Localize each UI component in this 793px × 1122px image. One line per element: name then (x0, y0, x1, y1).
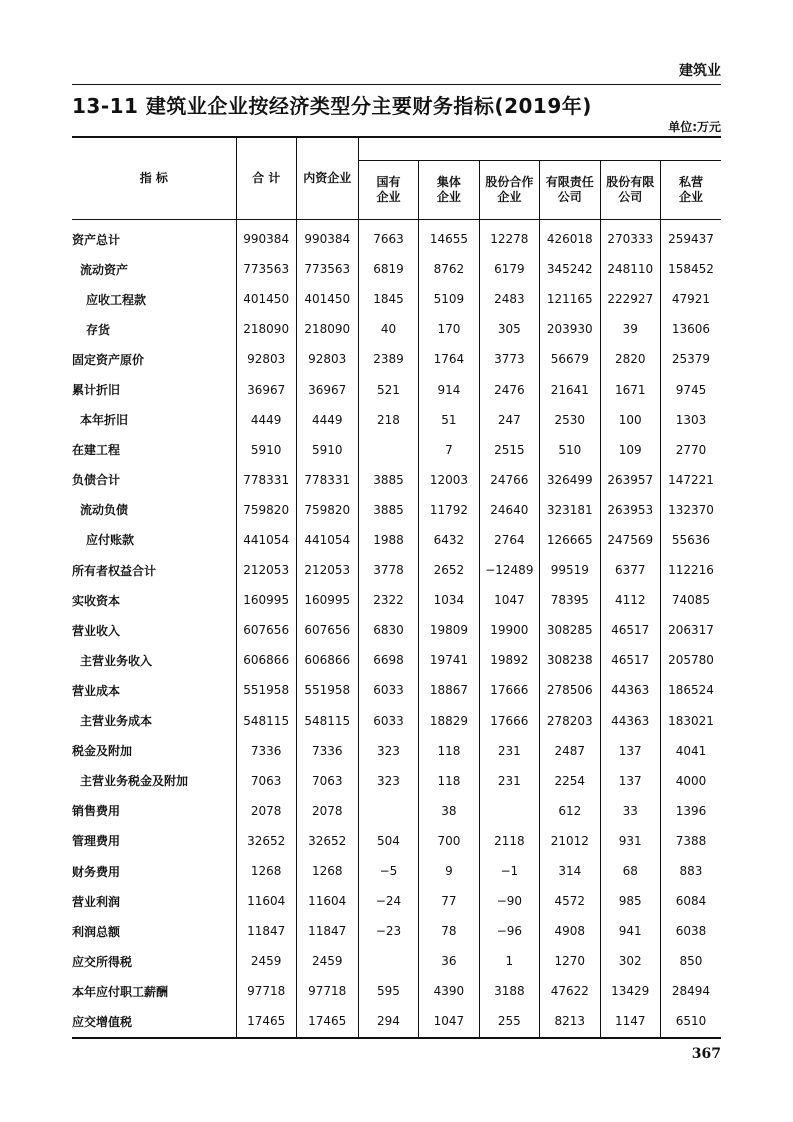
row-value: 1845 (358, 284, 418, 314)
row-value: 38 (419, 796, 479, 826)
row-label: 所有者权益合计 (72, 555, 236, 585)
row-value: 109 (600, 435, 660, 465)
row-value: 1396 (660, 796, 721, 826)
table-row (72, 435, 721, 465)
row-value: 18867 (419, 675, 479, 705)
row-value: 132370 (660, 495, 721, 525)
row-value: 39 (600, 314, 660, 344)
row-label: 累计折旧 (72, 374, 236, 404)
row-value: 1988 (358, 525, 418, 555)
row-value: 19892 (479, 645, 539, 675)
row-value: 218090 (243, 322, 290, 337)
row-value: 4908 (540, 916, 600, 946)
row-value: 44363 (600, 675, 660, 705)
row-value: 97718 (296, 976, 358, 1006)
row-value: 218090 (296, 314, 358, 344)
row-value: 40 (358, 314, 418, 344)
row-value: 700 (419, 826, 479, 856)
row-label: 营业成本 (72, 675, 236, 705)
header-total: 合 计 (236, 137, 296, 220)
row-value: 270333 (600, 220, 660, 255)
row-value: 56679 (540, 344, 600, 374)
row-value: 118 (419, 766, 479, 796)
row-value: 2254 (540, 766, 600, 796)
row-value: 13606 (660, 314, 721, 344)
row-value: 36967 (296, 374, 358, 404)
header-limited-liability: 有限责任 公司 (540, 161, 600, 220)
row-value: 985 (600, 886, 660, 916)
row-value: 401450 (243, 292, 290, 307)
row-value: 92803 (247, 352, 286, 367)
table-row (72, 675, 721, 705)
table-row (72, 495, 721, 525)
table-row (72, 916, 721, 946)
row-value: 7388 (660, 826, 721, 856)
row-value: 32652 (296, 826, 358, 856)
table-row (72, 555, 721, 585)
row-value: 47921 (660, 284, 721, 314)
row-value: 19900 (479, 615, 539, 645)
table-row (72, 465, 721, 495)
row-value: 4572 (540, 886, 600, 916)
row-value: 24766 (479, 465, 539, 495)
row-value: −96 (479, 916, 539, 946)
row-value: 2459 (250, 954, 282, 969)
row-value: 2459 (296, 946, 358, 976)
row-value: 36 (419, 946, 479, 976)
row-value: 46517 (600, 615, 660, 645)
row-value: 326499 (540, 465, 600, 495)
row-value: 36967 (247, 382, 286, 397)
row-label: 管理费用 (72, 826, 236, 856)
row-label: 主营业务收入 (72, 645, 236, 675)
header-group-spacer (358, 137, 721, 161)
row-value: 186524 (660, 675, 721, 705)
row-value: 551958 (296, 675, 358, 705)
row-value: 248110 (600, 254, 660, 284)
row-value: 3773 (479, 344, 539, 374)
row-value: 206317 (660, 615, 721, 645)
row-value: 47622 (540, 976, 600, 1006)
row-value: −24 (358, 886, 418, 916)
row-label: 应付账款 (72, 525, 236, 555)
row-value: 218 (358, 405, 418, 435)
row-value: 345242 (540, 254, 600, 284)
row-value: 2820 (600, 344, 660, 374)
row-value: 7663 (358, 220, 418, 255)
row-value: 931 (600, 826, 660, 856)
row-value: 308285 (540, 615, 600, 645)
row-value: 759820 (296, 495, 358, 525)
row-value: 6510 (660, 1006, 721, 1037)
row-label: 存货 (72, 314, 236, 344)
row-value: 231 (479, 766, 539, 796)
row-value: 773563 (296, 254, 358, 284)
row-value: 323 (358, 766, 418, 796)
row-value: 183021 (660, 706, 721, 736)
row-value: 941 (600, 916, 660, 946)
row-value: 990384 (296, 220, 358, 255)
row-value: 2483 (479, 284, 539, 314)
header-collective: 集体 企业 (419, 161, 479, 220)
row-value: 6084 (660, 886, 721, 916)
row-value: 126665 (540, 525, 600, 555)
row-value: 5910 (250, 442, 282, 457)
row-value: −5 (358, 856, 418, 886)
row-value: 92803 (296, 344, 358, 374)
row-value: 12278 (479, 220, 539, 255)
row-value: 990384 (243, 232, 290, 247)
row-value: 278506 (540, 675, 600, 705)
row-value: 9 (419, 856, 479, 886)
row-label: 销售费用 (72, 796, 236, 826)
row-label: 固定资产原价 (72, 344, 236, 374)
row-value: 314 (540, 856, 600, 886)
row-value: 778331 (243, 472, 290, 487)
table-row (72, 220, 721, 255)
row-label: 本年折旧 (72, 405, 236, 435)
row-value: 74085 (660, 585, 721, 615)
row-label: 流动资产 (72, 254, 236, 284)
row-value: 4449 (296, 405, 358, 435)
row-value: 1270 (540, 946, 600, 976)
row-value: 77 (419, 886, 479, 916)
row-value: 510 (540, 435, 600, 465)
row-value: 4449 (250, 412, 282, 427)
row-value: 121165 (540, 284, 600, 314)
row-value: 222927 (600, 284, 660, 314)
row-value: 551958 (243, 683, 290, 698)
table-row (72, 314, 721, 344)
row-value: 1 (479, 946, 539, 976)
row-value: 548115 (296, 706, 358, 736)
row-value: 11847 (247, 924, 286, 939)
header-shareholding-coop: 股份合作 企业 (479, 161, 539, 220)
section-tag: 建筑业 (679, 63, 721, 79)
table-row (72, 284, 721, 314)
row-value: 1671 (600, 374, 660, 404)
row-label: 资产总计 (72, 220, 236, 255)
table-row (72, 886, 721, 916)
row-value: 17666 (479, 706, 539, 736)
row-value: 2322 (358, 585, 418, 615)
row-value: 14655 (419, 220, 479, 255)
row-value: 6698 (358, 645, 418, 675)
row-value: 883 (660, 856, 721, 886)
row-value: 18829 (419, 706, 479, 736)
table-row (72, 766, 721, 796)
row-value: 305 (479, 314, 539, 344)
row-value: 6830 (358, 615, 418, 645)
row-value: −90 (479, 886, 539, 916)
row-value: 247569 (600, 525, 660, 555)
table-row (72, 706, 721, 736)
row-value: 68 (600, 856, 660, 886)
row-value (358, 796, 418, 826)
row-value: 2530 (540, 405, 600, 435)
row-value: 607656 (243, 623, 290, 638)
row-value: 401450 (296, 284, 358, 314)
row-value: 2118 (479, 826, 539, 856)
row-value: 12003 (419, 465, 479, 495)
row-label: 营业收入 (72, 615, 236, 645)
page-number: 367 (691, 1046, 721, 1062)
row-value: 19741 (419, 645, 479, 675)
table-row (72, 645, 721, 675)
row-value: 6033 (358, 706, 418, 736)
row-value: 6033 (358, 675, 418, 705)
row-label: 负债合计 (72, 465, 236, 495)
row-value: 6179 (479, 254, 539, 284)
row-label: 流动负债 (72, 495, 236, 525)
header-domestic: 内资企业 (296, 137, 358, 220)
row-value: 2078 (296, 796, 358, 826)
row-value: 3885 (358, 495, 418, 525)
row-value: 259437 (660, 220, 721, 255)
row-value: 607656 (296, 615, 358, 645)
row-value: 112216 (660, 555, 721, 585)
row-value: 294 (358, 1006, 418, 1037)
row-value: 44363 (600, 706, 660, 736)
row-value: 46517 (600, 645, 660, 675)
row-label: 利润总额 (72, 916, 236, 946)
row-value: 7 (419, 435, 479, 465)
row-value: 2652 (419, 555, 479, 585)
row-value: 1147 (600, 1006, 660, 1037)
table-row (72, 405, 721, 435)
row-value: 7336 (296, 736, 358, 766)
row-value: 17666 (479, 675, 539, 705)
row-value: 1764 (419, 344, 479, 374)
row-value: 255 (479, 1006, 539, 1037)
row-label: 在建工程 (72, 435, 236, 465)
row-value: 9745 (660, 374, 721, 404)
row-value: 778331 (296, 465, 358, 495)
row-value: 32652 (247, 833, 286, 848)
row-value: 521 (358, 374, 418, 404)
row-value: 595 (358, 976, 418, 1006)
row-value: 278203 (540, 706, 600, 736)
row-value: 21012 (540, 826, 600, 856)
row-value: 2389 (358, 344, 418, 374)
row-value: 78395 (540, 585, 600, 615)
row-value: 426018 (540, 220, 600, 255)
row-value: 504 (358, 826, 418, 856)
row-value: 33 (600, 796, 660, 826)
row-value: 2770 (660, 435, 721, 465)
row-value: 13429 (600, 976, 660, 1006)
row-value: 8213 (540, 1006, 600, 1037)
table-row (72, 1006, 721, 1037)
row-value: 6432 (419, 525, 479, 555)
row-value: 51 (419, 405, 479, 435)
row-value: 2476 (479, 374, 539, 404)
row-label: 主营业务成本 (72, 706, 236, 736)
table-row (72, 254, 721, 284)
top-rule (72, 84, 721, 85)
row-value: 25379 (660, 344, 721, 374)
row-value: 2764 (479, 525, 539, 555)
row-value: 548115 (243, 713, 290, 728)
row-value: 606866 (296, 645, 358, 675)
row-value: 3778 (358, 555, 418, 585)
row-value: 137 (600, 736, 660, 766)
row-value: 2078 (250, 803, 282, 818)
row-value: 3188 (479, 976, 539, 1006)
table-row (72, 946, 721, 976)
row-value: 1047 (419, 1006, 479, 1037)
row-value: 21641 (540, 374, 600, 404)
table-body (72, 220, 721, 1038)
row-value: 606866 (243, 653, 290, 668)
table-row (72, 736, 721, 766)
row-value (358, 946, 418, 976)
row-value: 11792 (419, 495, 479, 525)
row-value: 263957 (600, 465, 660, 495)
unit-label: 单位:万元 (668, 120, 721, 134)
row-value: 147221 (660, 465, 721, 495)
header-share-limited: 股份有限 公司 (600, 161, 660, 220)
row-value: 17465 (236, 1006, 296, 1037)
row-value: 6377 (600, 555, 660, 585)
table-row (72, 856, 721, 886)
row-label: 应交增值税 (72, 1006, 236, 1037)
row-value: −12489 (479, 555, 539, 585)
row-value: 28494 (660, 976, 721, 1006)
page-title: 13-11 建筑业企业按经济类型分主要财务指标(2019年) (72, 94, 592, 118)
row-value: 17465 (296, 1006, 358, 1037)
row-label: 实收资本 (72, 585, 236, 615)
row-value: −1 (479, 856, 539, 886)
row-value: 5109 (419, 284, 479, 314)
row-value: 99519 (540, 555, 600, 585)
header-private: 私营 企业 (660, 161, 721, 220)
row-value: 11604 (296, 886, 358, 916)
row-value: 4000 (660, 766, 721, 796)
row-value: 308238 (540, 645, 600, 675)
row-value: 773563 (243, 262, 290, 277)
row-value: 212053 (296, 555, 358, 585)
row-value: 158452 (660, 254, 721, 284)
row-label: 财务费用 (72, 856, 236, 886)
row-value: 100 (600, 405, 660, 435)
row-value: 170 (419, 314, 479, 344)
row-label: 应收工程款 (72, 284, 236, 314)
row-value: 914 (419, 374, 479, 404)
row-value: 55636 (660, 525, 721, 555)
row-value: 7063 (250, 773, 282, 788)
row-value: 11604 (247, 894, 286, 909)
row-value: 612 (540, 796, 600, 826)
row-value: 203930 (540, 314, 600, 344)
row-value: 850 (660, 946, 721, 976)
row-label: 税金及附加 (72, 736, 236, 766)
row-value: 78 (419, 916, 479, 946)
row-value: 3885 (358, 465, 418, 495)
row-value: 160995 (243, 593, 290, 608)
row-value: 212053 (243, 563, 290, 578)
row-value: 323 (358, 736, 418, 766)
row-value: 1047 (479, 585, 539, 615)
row-value: 24640 (479, 495, 539, 525)
row-value: 4041 (660, 736, 721, 766)
row-value: 160995 (296, 585, 358, 615)
row-label: 本年应付职工薪酬 (72, 976, 236, 1006)
row-value: 6038 (660, 916, 721, 946)
row-value: 1268 (250, 864, 282, 879)
header-state-owned: 国有 企业 (358, 161, 418, 220)
financial-indicators-table (72, 136, 721, 1039)
row-value: 323181 (540, 495, 600, 525)
row-value: 1268 (296, 856, 358, 886)
row-value (479, 796, 539, 826)
row-value: 7336 (250, 743, 282, 758)
table-row (72, 374, 721, 404)
row-value: 2515 (479, 435, 539, 465)
row-value: 5910 (296, 435, 358, 465)
table-row (72, 344, 721, 374)
row-value: 302 (600, 946, 660, 976)
row-label: 营业利润 (72, 886, 236, 916)
table-row (72, 615, 721, 645)
row-label: 主营业务税金及附加 (72, 766, 236, 796)
table-row (72, 826, 721, 856)
row-value: 4390 (419, 976, 479, 1006)
table-row (72, 976, 721, 1006)
row-value: 8762 (419, 254, 479, 284)
row-value: 97718 (247, 984, 286, 999)
row-value: 231 (479, 736, 539, 766)
row-value: 263953 (600, 495, 660, 525)
row-value: 137 (600, 766, 660, 796)
row-value: 205780 (660, 645, 721, 675)
row-value: 19809 (419, 615, 479, 645)
row-value: 441054 (243, 532, 290, 547)
row-value: −23 (358, 916, 418, 946)
row-value: 7063 (296, 766, 358, 796)
table-row (72, 525, 721, 555)
row-value (358, 435, 418, 465)
row-value: 2487 (540, 736, 600, 766)
row-value: 11847 (296, 916, 358, 946)
row-value: 1303 (660, 405, 721, 435)
row-value: 1034 (419, 585, 479, 615)
row-value: 4112 (600, 585, 660, 615)
row-value: 118 (419, 736, 479, 766)
table-row (72, 585, 721, 615)
header-indicator: 指 标 (72, 137, 236, 220)
row-value: 247 (479, 405, 539, 435)
row-value: 6819 (358, 254, 418, 284)
row-value: 759820 (243, 502, 290, 517)
row-value: 441054 (296, 525, 358, 555)
row-label: 应交所得税 (72, 946, 236, 976)
table-row (72, 796, 721, 826)
